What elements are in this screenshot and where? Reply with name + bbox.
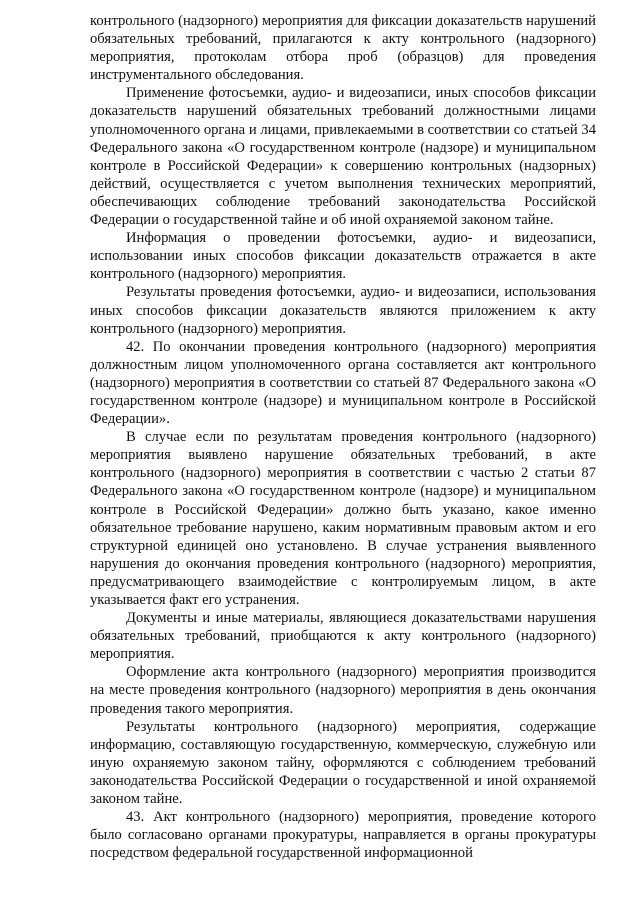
paragraph-violation-case: В случае если по результатам проведения контрольного (надзорного) мероприятия выявлено нарушение обязательных требований, в акте контрольного (надзорного) мероприятия в соответствии с частью 2 статьи 87 Федерального закона «О государственном контроле (надзоре) и муниципальном контроле в Российской Федерации» должно быть указано, какое именно обязательное требование нарушено, каким нормативным правовым актом и его структурной единицей оно установлено. В случае устранения выявленного нарушения до окончания проведения контрольного (надзорного) мероприятия, предусматривающего взаимодействие с контролируемым лицом, в акте указывается факт его устранения.	[90, 429, 596, 608]
paragraph-act-execution: Оформление акта контрольного (надзорного) мероприятия производится на месте проведения контрольного (надзорного) мероприятия в день окончания проведения такого мероприятия.	[90, 664, 596, 717]
paragraph-recording-results: Результаты проведения фотосъемки, аудио- и видеозаписи, использования иных способов фиксации доказательств являются приложением к акту контрольного (надзорного) мероприятия.	[90, 284, 596, 337]
paragraph-recording-info: Информация о проведении фотосъемки, аудио- и видеозаписи, использовании иных способов фиксации доказательств отражается в акте контрольного (надзорного) мероприятия.	[90, 230, 596, 283]
paragraph-item-42: 42. По окончании проведения контрольного (надзорного) мероприятия должностным лицом уполномоченного органа составляется акт контрольного (надзорного) мероприятия в соответствии со статьей 87 Федерального закона «О государственном контроле (надзоре) и муниципальном контроле в Российской Федерации».	[90, 338, 596, 428]
paragraph-evidence-documents: Документы и иные материалы, являющиеся доказательствами нарушения обязательных требований, приобщаются к акту контрольного (надзорного) мероприятия.	[90, 610, 596, 663]
document-body	[90, 12, 596, 862]
paragraph-continuation: контрольного (надзорного) мероприятия для фиксации доказательств нарушений обязательных требований, прилагаются к акту контрольного (надзорного) мероприятия, протоколам отбора проб (образцов) для проведения инструментального обследования.	[90, 13, 596, 84]
paragraph-photo-recording: Применение фотосъемки, аудио- и видеозаписи, иных способов фиксации доказательств нарушений обязательных требований должностными лицами уполномоченного органа и лицами, привлекаемыми в соответствии со статьей 34 Федерального закона «О государственном контроле (надзоре) и муниципальном контроле в Российской Федерации» к совершению контрольных (надзорных) действий, осуществляется с учетом выполнения технических мероприятий, обеспечивающих соблюдение требований законодательства Российской Федерации о государственной тайне и об иной охраняемой законом тайне.	[90, 85, 596, 229]
paragraph-secret-info: Результаты контрольного (надзорного) мероприятия, содержащие информацию, составляющую государственную, коммерческую, служебную или иную охраняемую законом тайну, оформляются с соблюдением требований законодательства Российской Федерации о государственной и иной охраняемой законом тайне.	[90, 718, 596, 808]
paragraph-item-43: 43. Акт контрольного (надзорного) мероприятия, проведение которого было согласовано органами прокуратуры, направляется в органы прокуратуры посредством федеральной государственной информационной	[90, 809, 596, 862]
